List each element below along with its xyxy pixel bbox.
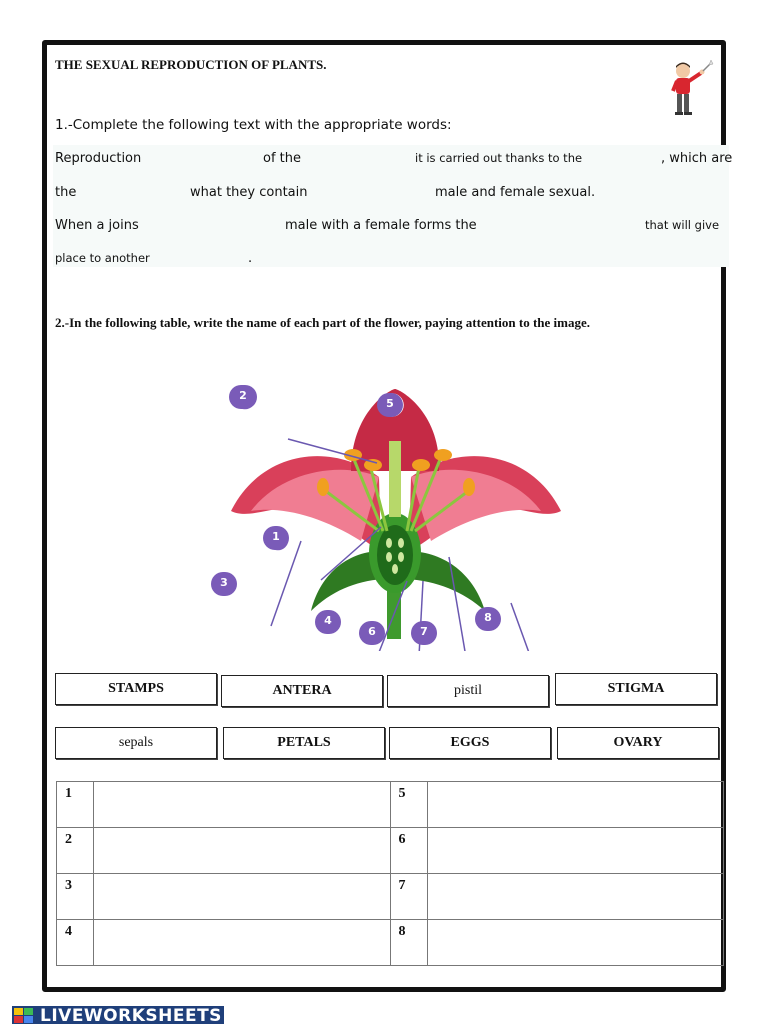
fill-in-text-area <box>53 145 729 267</box>
diagram-marker-label: 6 <box>368 625 376 638</box>
answer-cell[interactable] <box>427 874 724 920</box>
text-segment: of the <box>263 151 301 166</box>
row-number: 4 <box>57 920 94 966</box>
row-number: 6 <box>390 828 427 874</box>
text-segment: When a joins <box>55 218 139 233</box>
table-row <box>57 874 724 920</box>
answer-table <box>56 781 724 966</box>
worksheet-title: THE SEXUAL REPRODUCTION OF PLANTS. <box>55 57 327 72</box>
table-row <box>57 920 724 966</box>
word-bank-item-ovary[interactable]: OVARY <box>557 727 719 759</box>
row-number: 5 <box>390 782 427 828</box>
question2-instruction: 2.-In the following table, write the name of each part of the flower, paying attention to the image. <box>55 315 590 330</box>
word-bank-item-sepals[interactable]: sepals <box>55 727 217 759</box>
answer-cell[interactable] <box>427 920 724 966</box>
diagram-marker-label: 2 <box>239 389 247 402</box>
marker-layer <box>225 385 505 647</box>
answer-cell[interactable] <box>94 920 391 966</box>
question1-instruction: 1.-Complete the following text with the appropriate words: <box>55 117 452 133</box>
row-number: 3 <box>57 874 94 920</box>
text-segment: , which are <box>661 151 733 166</box>
text-segment: place to another <box>55 251 150 265</box>
row-number: 8 <box>390 920 427 966</box>
text-segment: the <box>55 185 77 200</box>
word-bank-item-pistil[interactable]: pistil <box>387 675 549 707</box>
text-segment: Reproduction <box>55 151 142 166</box>
row-number: 7 <box>390 874 427 920</box>
worksheet-page <box>42 40 733 992</box>
word-bank-item-stigma[interactable]: STIGMA <box>555 673 717 705</box>
text-segment: male and female sexual. <box>435 185 596 200</box>
text-segment: . <box>248 251 253 266</box>
brand-name: LIVEWORKSHEETS <box>40 1006 222 1026</box>
liveworksheets-logo[interactable] <box>12 1006 224 1024</box>
answer-cell[interactable] <box>94 782 391 828</box>
answer-cell[interactable] <box>94 874 391 920</box>
word-bank-item-petals[interactable]: PETALS <box>223 727 385 759</box>
table-row <box>57 828 724 874</box>
diagram-marker-label: 7 <box>420 625 428 638</box>
answer-cell[interactable] <box>427 782 724 828</box>
row-number: 2 <box>57 828 94 874</box>
text-segment: it is carried out thanks to the <box>415 151 583 165</box>
diagram-marker-label: 8 <box>484 611 492 624</box>
diagram-marker-label: 4 <box>324 614 332 627</box>
word-bank-item-antera[interactable]: ANTERA <box>221 675 383 707</box>
text-segment: that will give <box>645 218 720 232</box>
text-segment: what they contain <box>190 185 308 200</box>
word-bank-item-stamps[interactable]: STAMPS <box>55 673 217 705</box>
logo-icon <box>14 1008 34 1024</box>
diagram-marker-label: 1 <box>272 530 280 543</box>
row-number: 1 <box>57 782 94 828</box>
diagram-marker-label: 5 <box>386 397 394 410</box>
answer-cell[interactable] <box>427 828 724 874</box>
diagram-marker-label: 3 <box>220 576 228 589</box>
teacher-cartoon-image <box>667 59 715 119</box>
table-row <box>57 782 724 828</box>
text-segment: male with a female forms the <box>285 218 477 233</box>
word-bank-item-eggs[interactable]: EGGS <box>389 727 551 759</box>
answer-cell[interactable] <box>94 828 391 874</box>
